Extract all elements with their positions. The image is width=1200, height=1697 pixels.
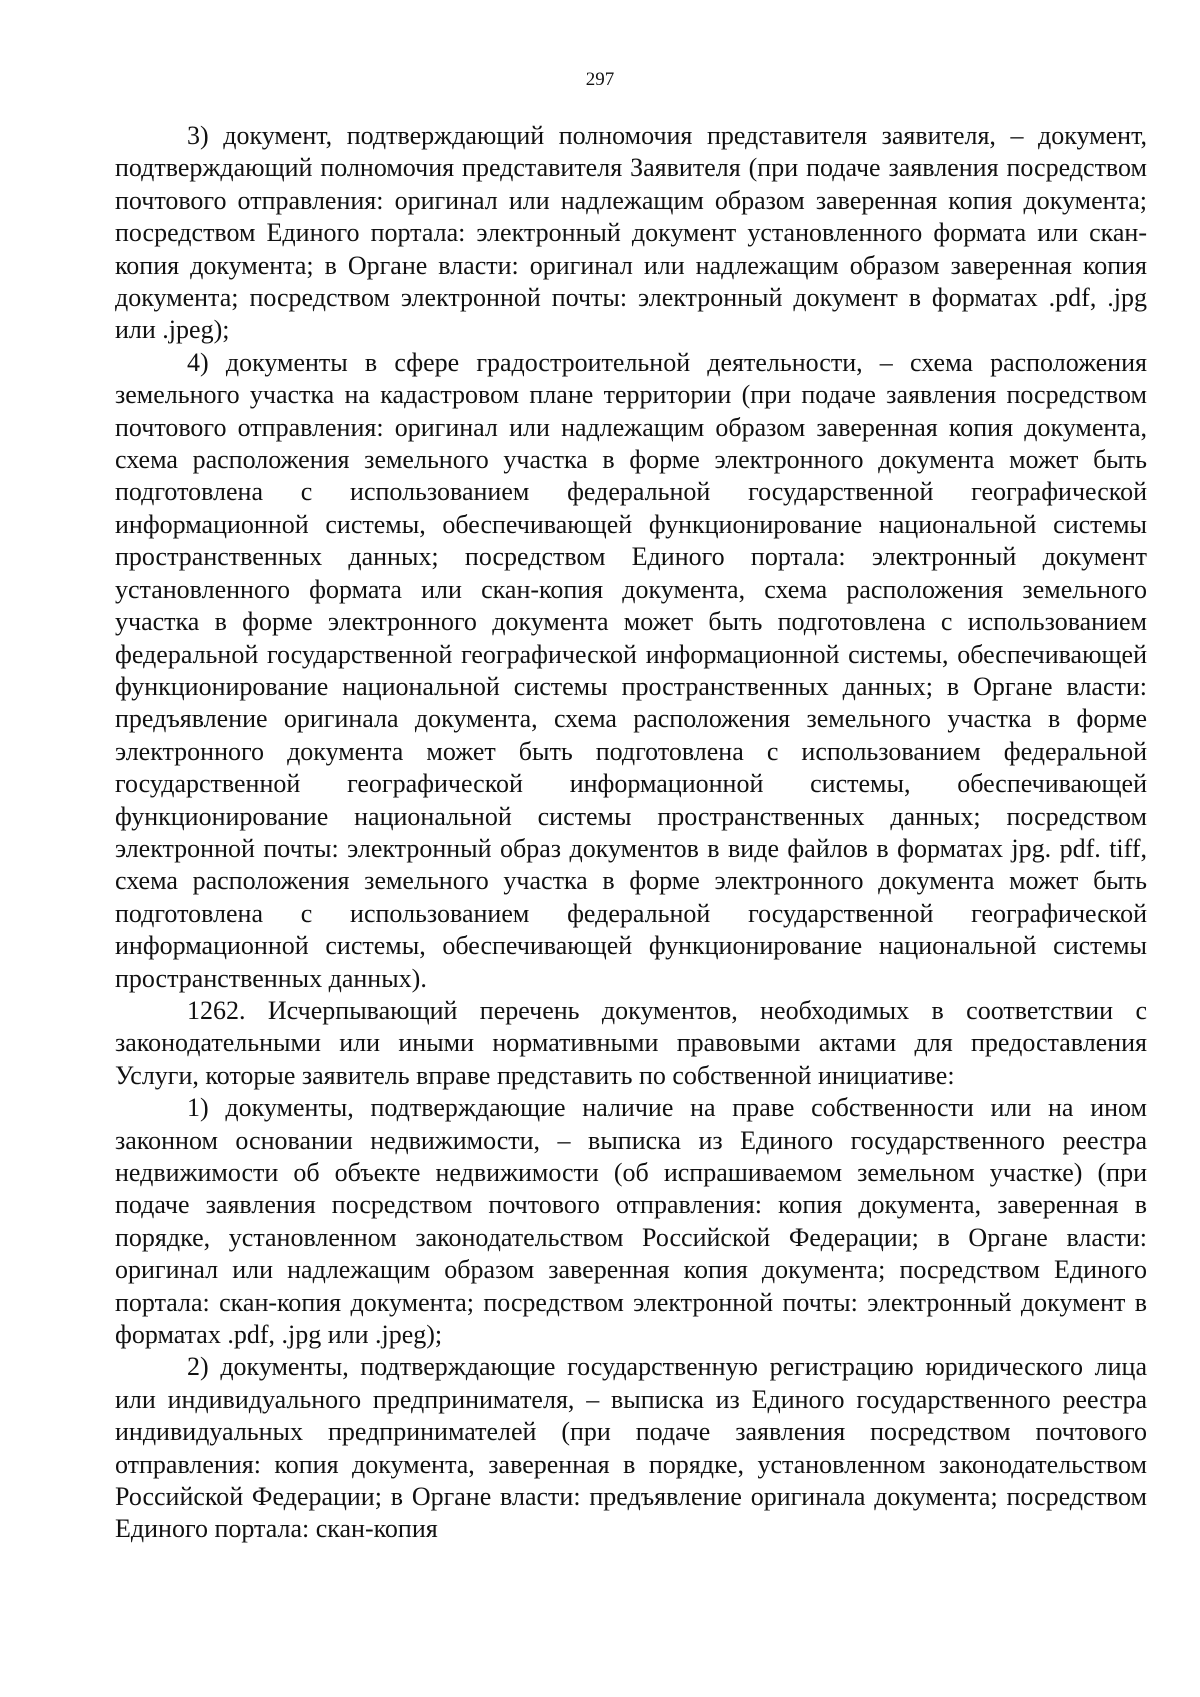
paragraph-1262-optional-documents: 1262. Исчерпывающий перечень документов, необходимых в соответствии с законодательными или иными нормативными правовыми актами для предоставления Услуги, которые заявитель вправе представить по собственной инициативе:	[115, 995, 1147, 1090]
paragraph-item-3-representative-authority: 3) документ, подтверждающий полномочия представителя заявителя, – документ, подтверждающий полномочия представителя Заявителя (при подаче заявления посредством почтового отправления: оригинал или надлежащим образом заверенная копия документа; посредством Единого портала: электронный документ установленного формата или скан-копия документа; в Органе власти: оригинал или надлежащим образом заверенная копия документа; посредством электронной почты: электронный документ в форматах .pdf, .jpg или .jpeg);	[115, 121, 1147, 345]
document-body	[115, 120, 1147, 1546]
paragraph-item-2-state-registration: 2) документы, подтверждающие государственную регистрацию юридического лица или индивидуального предпринимателя, – выписка из Единого государственного реестра индивидуальных предпринимателей (при подаче заявления посредством почтового отправления: копия документа, заверенная в порядке, установленном законодательством Российской Федерации; в Органе власти: предъявление оригинала документа; посредством Единого портала: скан-копия	[115, 1352, 1147, 1544]
paragraph-item-4-urban-planning-documents: 4) документы в сфере градостроительной деятельности, – схема расположения земельного участка на кадастровом плане территории (при подаче заявления посредством почтового отправления: оригинал или надлежащим образом заверенная копия документа, схема расположения земельного участка в форме электронного документа может быть подготовлена с использованием федеральной государственной географической информационной системы, обеспечивающей функционирование национальной системы пространственных данных; посредством Единого портала: электронный документ установленного формата или скан-копия документа, схема расположения земельного участка в форме электронного документа может быть подготовлена с использованием федеральной государственной географической информационной системы, обеспечивающей функционирование национальной системы пространственных данных; в Органе власти: предъявление оригинала документа, схема расположения земельного участка в форме электронного документа может быть подготовлена с использованием федеральной государственной географической информационной системы, обеспечивающей функционирование национальной системы пространственных данных; посредством электронной почты: электронный образ документов в виде файлов в форматах jpg. pdf. tiff, схема расположения земельного участка в форме электронного документа может быть подготовлена с использованием федеральной государственной географической информационной системы, обеспечивающей функционирование национальной системы пространственных данных).	[115, 347, 1147, 993]
page-number: 297	[585, 69, 615, 90]
paragraph-item-1-property-rights: 1) документы, подтверждающие наличие на праве собственности или на ином законном основании недвижимости, – выписка из Единого государственного реестра недвижимости об объекте недвижимости (об испрашиваемом земельном участке) (при подаче заявления посредством почтового отправления: копия документа, заверенная в порядке, установленном законодательством Российской Федерации; в Органе власти: оригинал или надлежащим образом заверенная копия документа; посредством Единого портала: скан-копия документа; посредством электронной почты: электронный документ в форматах .pdf, .jpg или .jpeg);	[115, 1093, 1147, 1350]
